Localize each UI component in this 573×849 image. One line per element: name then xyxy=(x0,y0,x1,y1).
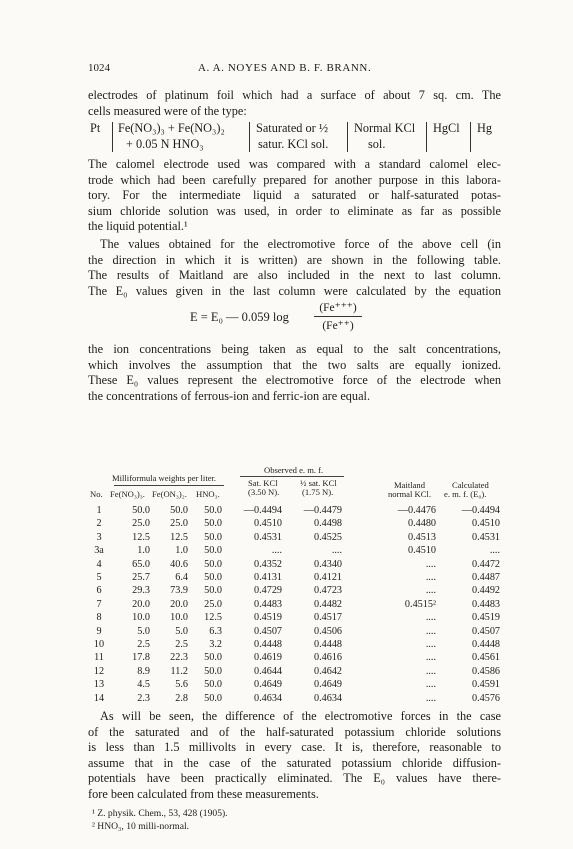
cell-hno3: 50.0 xyxy=(204,531,222,543)
cell-calc: 0.4510 xyxy=(471,518,500,530)
cell-half: 0.4482 xyxy=(313,598,342,610)
text-line: The results of Maitland are also included in the next to last column. xyxy=(88,268,501,283)
cell-ferric: 25.7 xyxy=(132,572,150,583)
page-number: 1024 xyxy=(88,62,110,74)
th-sat-kcl: Sat. KCl xyxy=(248,478,278,488)
cell-sat: 0.4519 xyxy=(253,612,282,624)
footnote: ² HNO₃, 10 milli-normal. xyxy=(92,821,190,832)
cell-hg: Hg xyxy=(477,121,493,135)
cell-hno3: 50.0 xyxy=(204,665,222,677)
footnotes xyxy=(92,807,492,833)
paragraph-diffusion xyxy=(88,709,501,803)
cell-diagram xyxy=(88,121,501,155)
cell-maitland: .... xyxy=(425,585,436,597)
cell-half: 0.4642 xyxy=(313,665,342,677)
cell-ferric: 8.9 xyxy=(137,665,150,677)
fraction-bar xyxy=(314,316,362,317)
header-rule xyxy=(240,476,344,477)
cell-no: 3a xyxy=(94,545,104,557)
text-line: the ion concentrations being taken as equal to the salt concentrations, xyxy=(88,342,501,356)
intro-paragraph xyxy=(88,88,501,119)
cell-sat: 0.4619 xyxy=(253,652,282,664)
cell-hno3: 12.5 xyxy=(204,612,222,624)
cell-ferrous: 12.5 xyxy=(170,531,188,543)
cell-normal-bottom: sol. xyxy=(368,137,386,151)
cell-ferric: 65.0 xyxy=(132,558,150,570)
cell-sat: 0.4729 xyxy=(253,585,282,597)
table-row xyxy=(88,572,501,585)
cell-ferric: 12.5 xyxy=(132,531,150,543)
cell-maitland: .... xyxy=(425,652,436,664)
text-line: of the saturated and of the half-saturated potassium chloride solutions xyxy=(88,724,501,739)
cell-ferrous: 50.0 xyxy=(170,505,188,516)
th-maitland-normal: normal KCl. xyxy=(388,489,431,499)
phase-boundary xyxy=(347,122,348,152)
cell-calc: 0.4586 xyxy=(471,665,500,677)
text-line: cells measured were of the type: xyxy=(88,103,247,118)
th-calculated: Calculated xyxy=(452,480,489,490)
cell-hno3: 50.0 xyxy=(204,572,222,583)
running-header xyxy=(88,62,501,76)
table-row xyxy=(88,679,501,692)
table-row xyxy=(88,585,501,598)
cell-sat: 0.4531 xyxy=(253,531,282,543)
cell-ferrous: 2.5 xyxy=(175,639,188,650)
table-row xyxy=(88,532,501,545)
th-hno3: HNO₃. xyxy=(196,489,220,499)
equation-denominator: (Fe⁺⁺) xyxy=(322,320,354,332)
cell-ferrous: 5.6 xyxy=(175,679,188,691)
cell-no: 8 xyxy=(96,612,102,624)
cell-ferric: 2.3 xyxy=(137,692,150,704)
equation xyxy=(190,300,390,334)
th-no: No. xyxy=(90,489,103,499)
text-line: the liquid potential.¹ xyxy=(88,219,188,234)
cell-calc: 0.4576 xyxy=(471,692,500,704)
cell-ferrous: 1.0 xyxy=(175,545,188,557)
cell-half: 0.4723 xyxy=(313,585,342,597)
header-rule xyxy=(114,485,224,486)
cell-sat: 0.4634 xyxy=(253,692,282,704)
running-title: A. A. NOYES AND B. F. BRANN. xyxy=(198,62,372,74)
cell-calc: 0.4591 xyxy=(471,679,500,691)
th-ferric: Fe(NO₃)₃. xyxy=(110,489,145,499)
cell-ferrous: 11.2 xyxy=(170,665,188,677)
cell-hno3: 50.0 xyxy=(204,518,222,530)
cell-hno3: 25.0 xyxy=(204,598,222,610)
cell-calc: 0.4448 xyxy=(471,639,500,650)
cell-maitland: 0.4510 xyxy=(407,545,436,557)
cell-sat: .... xyxy=(271,545,282,557)
cell-calc: 0.4472 xyxy=(471,558,500,570)
cell-maitland: .... xyxy=(425,665,436,677)
cell-no: 13 xyxy=(93,679,105,691)
th-ferrous: Fe(ON₃)₂. xyxy=(152,489,187,499)
cell-ferrous: 6.4 xyxy=(175,572,188,583)
cell-sat: 0.4483 xyxy=(253,598,282,610)
cell-sat: 0.4352 xyxy=(253,558,282,570)
table-row xyxy=(88,639,501,652)
footnote: ¹ Z. physik. Chem., 53, 428 (1905). xyxy=(92,808,228,819)
cell-ferrous: 2.8 xyxy=(175,692,188,704)
table-group-header: Milliformula weights per liter. xyxy=(112,473,217,483)
cell-no: 11 xyxy=(94,652,104,664)
cell-maitland: 0.4515² xyxy=(404,598,436,610)
cell-ferric: 17.8 xyxy=(132,652,150,664)
table-group-header: Observed e. m. f. xyxy=(264,465,324,475)
cell-calc: 0.4483 xyxy=(471,598,500,610)
cell-sat: —0.4494 xyxy=(243,505,282,516)
cell-ferric: 4.5 xyxy=(137,679,150,691)
cell-no: 12 xyxy=(93,665,105,677)
cell-no: 9 xyxy=(96,625,102,637)
cell-half: 0.4506 xyxy=(313,625,342,637)
cell-half: .... xyxy=(331,545,342,557)
phase-boundary xyxy=(470,122,471,152)
cell-ferric: 25.0 xyxy=(132,518,150,530)
cell-hno3: 3.2 xyxy=(209,639,222,650)
th-maitland: Maitland xyxy=(394,480,426,490)
text-line: As will be seen, the difference of the electromotive forces in the case xyxy=(100,709,501,723)
cell-ferric: 29.3 xyxy=(132,585,150,597)
table-row xyxy=(88,545,501,558)
cell-ferric: 5.0 xyxy=(137,625,150,637)
text-line: tory. For the intermediate liquid a saturated or half-saturated potas- xyxy=(88,188,501,203)
cell-ferrous: 40.6 xyxy=(170,558,188,570)
th-calculated-emf: e. m. f. (E₀). xyxy=(444,489,487,499)
cell-pt: Pt xyxy=(90,121,101,135)
cell-ferric: 20.0 xyxy=(132,598,150,610)
cell-ferrous: 10.0 xyxy=(170,612,188,624)
cell-hno3: 50.0 xyxy=(204,585,222,597)
table-row xyxy=(88,693,501,706)
text-line: fore been calculated from these measurements. xyxy=(88,786,319,801)
cell-hgcl: HgCl xyxy=(433,121,460,135)
text-line: The values obtained for the electromotive force of the above cell (in xyxy=(100,237,501,251)
table-row xyxy=(88,626,501,639)
cell-hno3: 50.0 xyxy=(204,692,222,704)
cell-hno3: 50.0 xyxy=(204,558,222,570)
cell-kcl-top: Saturated or ½ xyxy=(256,121,329,135)
cell-calc: 0.4531 xyxy=(471,531,500,543)
cell-sat: 0.4644 xyxy=(253,665,282,677)
cell-calc: .... xyxy=(489,545,500,557)
phase-boundary xyxy=(426,122,427,152)
cell-no: 1 xyxy=(96,505,102,516)
th-half-sat-conc: (1.75 N). xyxy=(302,487,334,497)
cell-maitland: .... xyxy=(425,558,436,570)
cell-half: 0.4448 xyxy=(313,639,342,650)
text-line: the concentrations of ferrous-ion and ferric-ion are equal. xyxy=(88,388,371,403)
cell-ferrous: 73.9 xyxy=(170,585,188,597)
table-row xyxy=(88,599,501,612)
cell-calc: 0.4492 xyxy=(471,585,500,597)
cell-kcl-bottom: satur. KCl sol. xyxy=(258,137,329,151)
cell-hno3: 50.0 xyxy=(204,652,222,664)
cell-half: 0.4517 xyxy=(313,612,342,624)
cell-hno3: 50.0 xyxy=(204,545,222,557)
table-row xyxy=(88,612,501,625)
cell-no: 5 xyxy=(96,572,102,583)
cell-hno3: 50.0 xyxy=(204,505,222,516)
cell-half: 0.4525 xyxy=(313,531,342,543)
cell-calc: —0.4494 xyxy=(461,505,500,516)
cell-calc: 0.4561 xyxy=(471,652,500,664)
paragraph-values xyxy=(88,237,501,299)
cell-salts-top: Fe(NO₃)₃ + Fe(NO₃)₂ xyxy=(118,121,225,135)
paragraph-ion-concentrations xyxy=(88,342,501,404)
text-line: The calomel electrode used was compared with a standard calomel elec- xyxy=(88,157,501,171)
cell-no: 3 xyxy=(96,531,102,543)
text-line: sium chloride solution was used, in order to eliminate as far as possible xyxy=(88,203,501,218)
cell-maitland: 0.4480 xyxy=(407,518,436,530)
cell-no: 14 xyxy=(93,692,105,704)
text-line: electrodes of platinum foil which had a surface of about 7 sq. cm. The xyxy=(88,88,501,102)
cell-maitland: 0.4513 xyxy=(407,531,436,543)
cell-no: 7 xyxy=(96,598,102,610)
cell-calc: 0.4487 xyxy=(471,572,500,583)
cell-no: 2 xyxy=(96,518,102,530)
cell-maitland: .... xyxy=(425,679,436,691)
table-row xyxy=(88,652,501,665)
cell-sat: 0.4507 xyxy=(253,625,282,637)
cell-maitland: .... xyxy=(425,639,436,650)
cell-sat: 0.4131 xyxy=(253,572,282,583)
paragraph-calomel xyxy=(88,157,501,235)
cell-sat: 0.4510 xyxy=(253,518,282,530)
cell-sat: 0.4448 xyxy=(253,639,282,650)
table-row xyxy=(88,518,501,531)
cell-hno3: 6.3 xyxy=(209,625,222,637)
cell-maitland: .... xyxy=(425,612,436,624)
cell-half: 0.4498 xyxy=(313,518,342,530)
th-sat-kcl-conc: (3.50 N). xyxy=(248,487,280,497)
cell-calc: 0.4519 xyxy=(471,612,500,624)
text-line: trode which had been carefully prepared for another purpose in this labora- xyxy=(88,172,501,187)
equation-lhs: E = E₀ — 0.059 log xyxy=(190,310,289,324)
cell-ferric: 50.0 xyxy=(132,505,150,516)
text-line: The E₀ values given in the last column were calculated by the equation xyxy=(88,283,501,298)
text-line: potentials have been practically eliminated. The E₀ values have there- xyxy=(88,771,501,786)
table-row xyxy=(88,666,501,679)
phase-boundary xyxy=(112,122,113,152)
cell-no: 6 xyxy=(96,585,102,597)
phase-boundary xyxy=(249,122,250,152)
cell-half: —0.4479 xyxy=(303,505,342,516)
text-line: These E₀ values represent the electromotive force of the electrode when xyxy=(88,373,501,388)
text-line: the direction in which it is written) are shown in the following table. xyxy=(88,252,501,267)
cell-ferrous: 5.0 xyxy=(175,625,188,637)
th-half-sat: ½ sat. KCl xyxy=(300,478,337,488)
cell-no: 10 xyxy=(93,639,105,650)
cell-ferrous: 22.3 xyxy=(170,652,188,664)
cell-salts-bottom: + 0.05 N HNO₃ xyxy=(126,137,204,151)
text-line: is less than 1.5 millivolts in every case. It is, therefore, reasonable to xyxy=(88,740,501,755)
equation-numerator: (Fe⁺⁺⁺) xyxy=(319,302,357,314)
table-row xyxy=(88,559,501,572)
cell-maitland: .... xyxy=(425,692,436,704)
cell-half: 0.4634 xyxy=(313,692,342,704)
cell-ferric: 2.5 xyxy=(137,639,150,650)
text-line: assume that in the case of the saturated potassium chloride diffusion- xyxy=(88,755,501,770)
cell-hno3: 50.0 xyxy=(204,679,222,691)
cell-half: 0.4616 xyxy=(313,652,342,664)
cell-ferric: 1.0 xyxy=(137,545,150,557)
cell-maitland: .... xyxy=(425,625,436,637)
cell-half: 0.4121 xyxy=(313,572,342,583)
cell-normal-top: Normal KCl xyxy=(354,121,416,135)
text-line: which involves the assumption that the two salts are equally ionized. xyxy=(88,357,501,372)
table-row xyxy=(88,505,501,518)
cell-half: 0.4649 xyxy=(313,679,342,691)
cell-sat: 0.4649 xyxy=(253,679,282,691)
cell-maitland: .... xyxy=(425,572,436,583)
cell-ferrous: 25.0 xyxy=(170,518,188,530)
cell-maitland: —0.4476 xyxy=(397,505,436,516)
cell-no: 4 xyxy=(96,558,102,570)
cell-half: 0.4340 xyxy=(313,558,342,570)
cell-calc: 0.4507 xyxy=(471,625,500,637)
cell-ferric: 10.0 xyxy=(132,612,150,624)
cell-ferrous: 20.0 xyxy=(170,598,188,610)
